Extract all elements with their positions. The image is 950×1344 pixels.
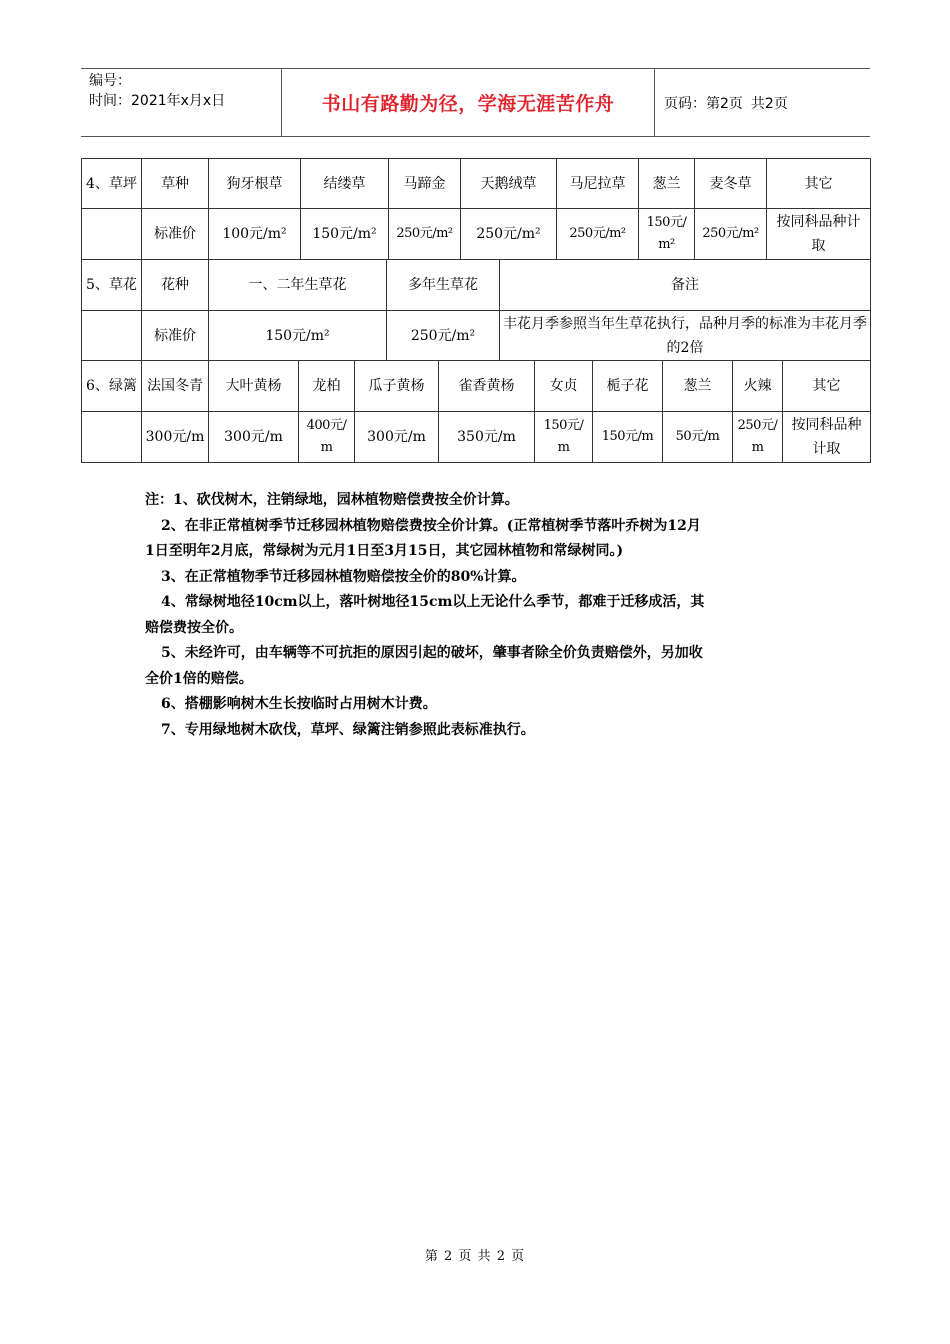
price-cell: 150元/m² <box>209 311 387 361</box>
price-cell: 按同科品种计取 <box>767 209 871 260</box>
species-cell: 结缕草 <box>301 159 389 209</box>
row-label-cell: 标准价 <box>142 311 209 361</box>
page-header <box>81 68 870 137</box>
price-cell: 250元/m² <box>695 209 767 260</box>
header-motto: 书山有路勤为径，学海无涯苦作舟 <box>321 93 615 115</box>
header-meta <box>89 71 279 111</box>
empty-cell <box>82 311 142 361</box>
table-row <box>82 260 871 311</box>
price-cell: 250元/m <box>733 412 783 463</box>
price-cell: 250元/m² <box>557 209 639 260</box>
page-total-label: 共2页 <box>750 95 788 112</box>
header-divider <box>654 69 655 136</box>
species-cell: 火辣 <box>733 361 783 412</box>
price-cell: 150元/m² <box>301 209 389 260</box>
price-cell: 150元/m <box>593 412 663 463</box>
species-cell: 栀子花 <box>593 361 663 412</box>
species-cell: 狗牙根草 <box>209 159 301 209</box>
note-line: 注：1、砍伐树木，注销绿地，园林植物赔偿费按全价计算。 <box>145 492 519 508</box>
price-cell: 300元/m <box>209 412 299 463</box>
table-row <box>82 209 871 260</box>
page-footer: 第 2 页 共 2 页 <box>424 1249 526 1264</box>
species-cell: 其它 <box>783 361 871 412</box>
species-cell: 其它 <box>767 159 871 209</box>
note-line: 3、在正常植物季节迁移园林植物赔偿按全价的80%计算。 <box>161 568 526 585</box>
price-cell: 250元/m² <box>387 311 500 361</box>
empty-cell <box>82 209 142 260</box>
species-cell: 天鹅绒草 <box>461 159 557 209</box>
remark-cell: 丰花月季参照当年生草花执行，品种月季的标准为丰花月季的2倍 <box>500 311 871 361</box>
hedge-price-table <box>81 360 871 463</box>
note-line: 6、搭棚影响树木生长按临时占用树木计费。 <box>161 696 437 712</box>
category-cell: 4、草坪 <box>82 159 142 209</box>
row-label-cell: 花种 <box>142 260 209 311</box>
note-line: 5、未经许可，由车辆等不可抗拒的原因引起的破坏，肇事者除全价负责赔偿外，另加收 <box>161 645 703 661</box>
page-number-label: 页码：第2页 <box>664 95 743 112</box>
species-cell: 瓜子黄杨 <box>355 361 439 412</box>
category-cell: 5、草花 <box>82 260 142 311</box>
price-cell: 150元/m <box>535 412 593 463</box>
note-line: 全价1倍的赔偿。 <box>145 670 253 687</box>
price-cell: 250元/m² <box>461 209 557 260</box>
note-line: 4、常绿树地径10cm以上，落叶树地径15cm以上无论什么季节，都难于迁移成活，其 <box>161 594 705 610</box>
species-cell: 大叶黄杨 <box>209 361 299 412</box>
notes-section <box>145 488 825 743</box>
table-row <box>82 159 871 209</box>
price-cell: 400元/m <box>299 412 355 463</box>
remark-header-cell: 备注 <box>500 260 871 311</box>
price-cell: 300元/m <box>355 412 439 463</box>
note-line: 2、在非正常植树季节迁移园林植物赔偿费按全价计算。(正常植树季节落叶乔树为12月 <box>161 517 701 534</box>
category-cell: 6、绿篱 <box>82 361 142 412</box>
species-cell: 雀香黄杨 <box>439 361 535 412</box>
lawn-price-table <box>81 158 871 260</box>
price-cell: 按同科品种计取 <box>783 412 871 463</box>
note-line: 7、专用绿地树木砍伐，草坪、绿篱注销参照此表标准执行。 <box>161 721 535 738</box>
species-cell: 龙柏 <box>299 361 355 412</box>
species-cell: 女贞 <box>535 361 593 412</box>
price-cell: 150元/m² <box>639 209 695 260</box>
row-label-cell: 草种 <box>142 159 209 209</box>
price-cell: 250元/m² <box>389 209 461 260</box>
flower-type-cell: 多年生草花 <box>387 260 500 311</box>
note-line: 1日至明年2月底，常绿树为元月1日至3月15日，其它园林植物和常绿树同。) <box>145 543 624 559</box>
empty-cell <box>82 412 142 463</box>
species-cell: 葱兰 <box>639 159 695 209</box>
price-cell: 300元/m <box>142 412 209 463</box>
flower-price-table <box>81 259 871 361</box>
document-time-label: 时间：2021年x月x日 <box>89 93 226 109</box>
flower-type-cell: 一、二年生草花 <box>209 260 387 311</box>
species-cell: 马蹄金 <box>389 159 461 209</box>
price-cell: 50元/m <box>663 412 733 463</box>
species-cell: 马尼拉草 <box>557 159 639 209</box>
document-number-label: 编号： <box>89 73 131 89</box>
header-page-info <box>664 69 796 136</box>
price-cell: 350元/m <box>439 412 535 463</box>
species-cell: 葱兰 <box>663 361 733 412</box>
species-cell: 麦冬草 <box>695 159 767 209</box>
table-row <box>82 412 871 463</box>
table-row <box>82 361 871 412</box>
row-label-cell: 标准价 <box>142 209 209 260</box>
table-row <box>82 311 871 361</box>
species-cell: 法国冬青 <box>142 361 209 412</box>
price-cell: 100元/m² <box>209 209 301 260</box>
note-line: 赔偿费按全价。 <box>145 619 243 636</box>
